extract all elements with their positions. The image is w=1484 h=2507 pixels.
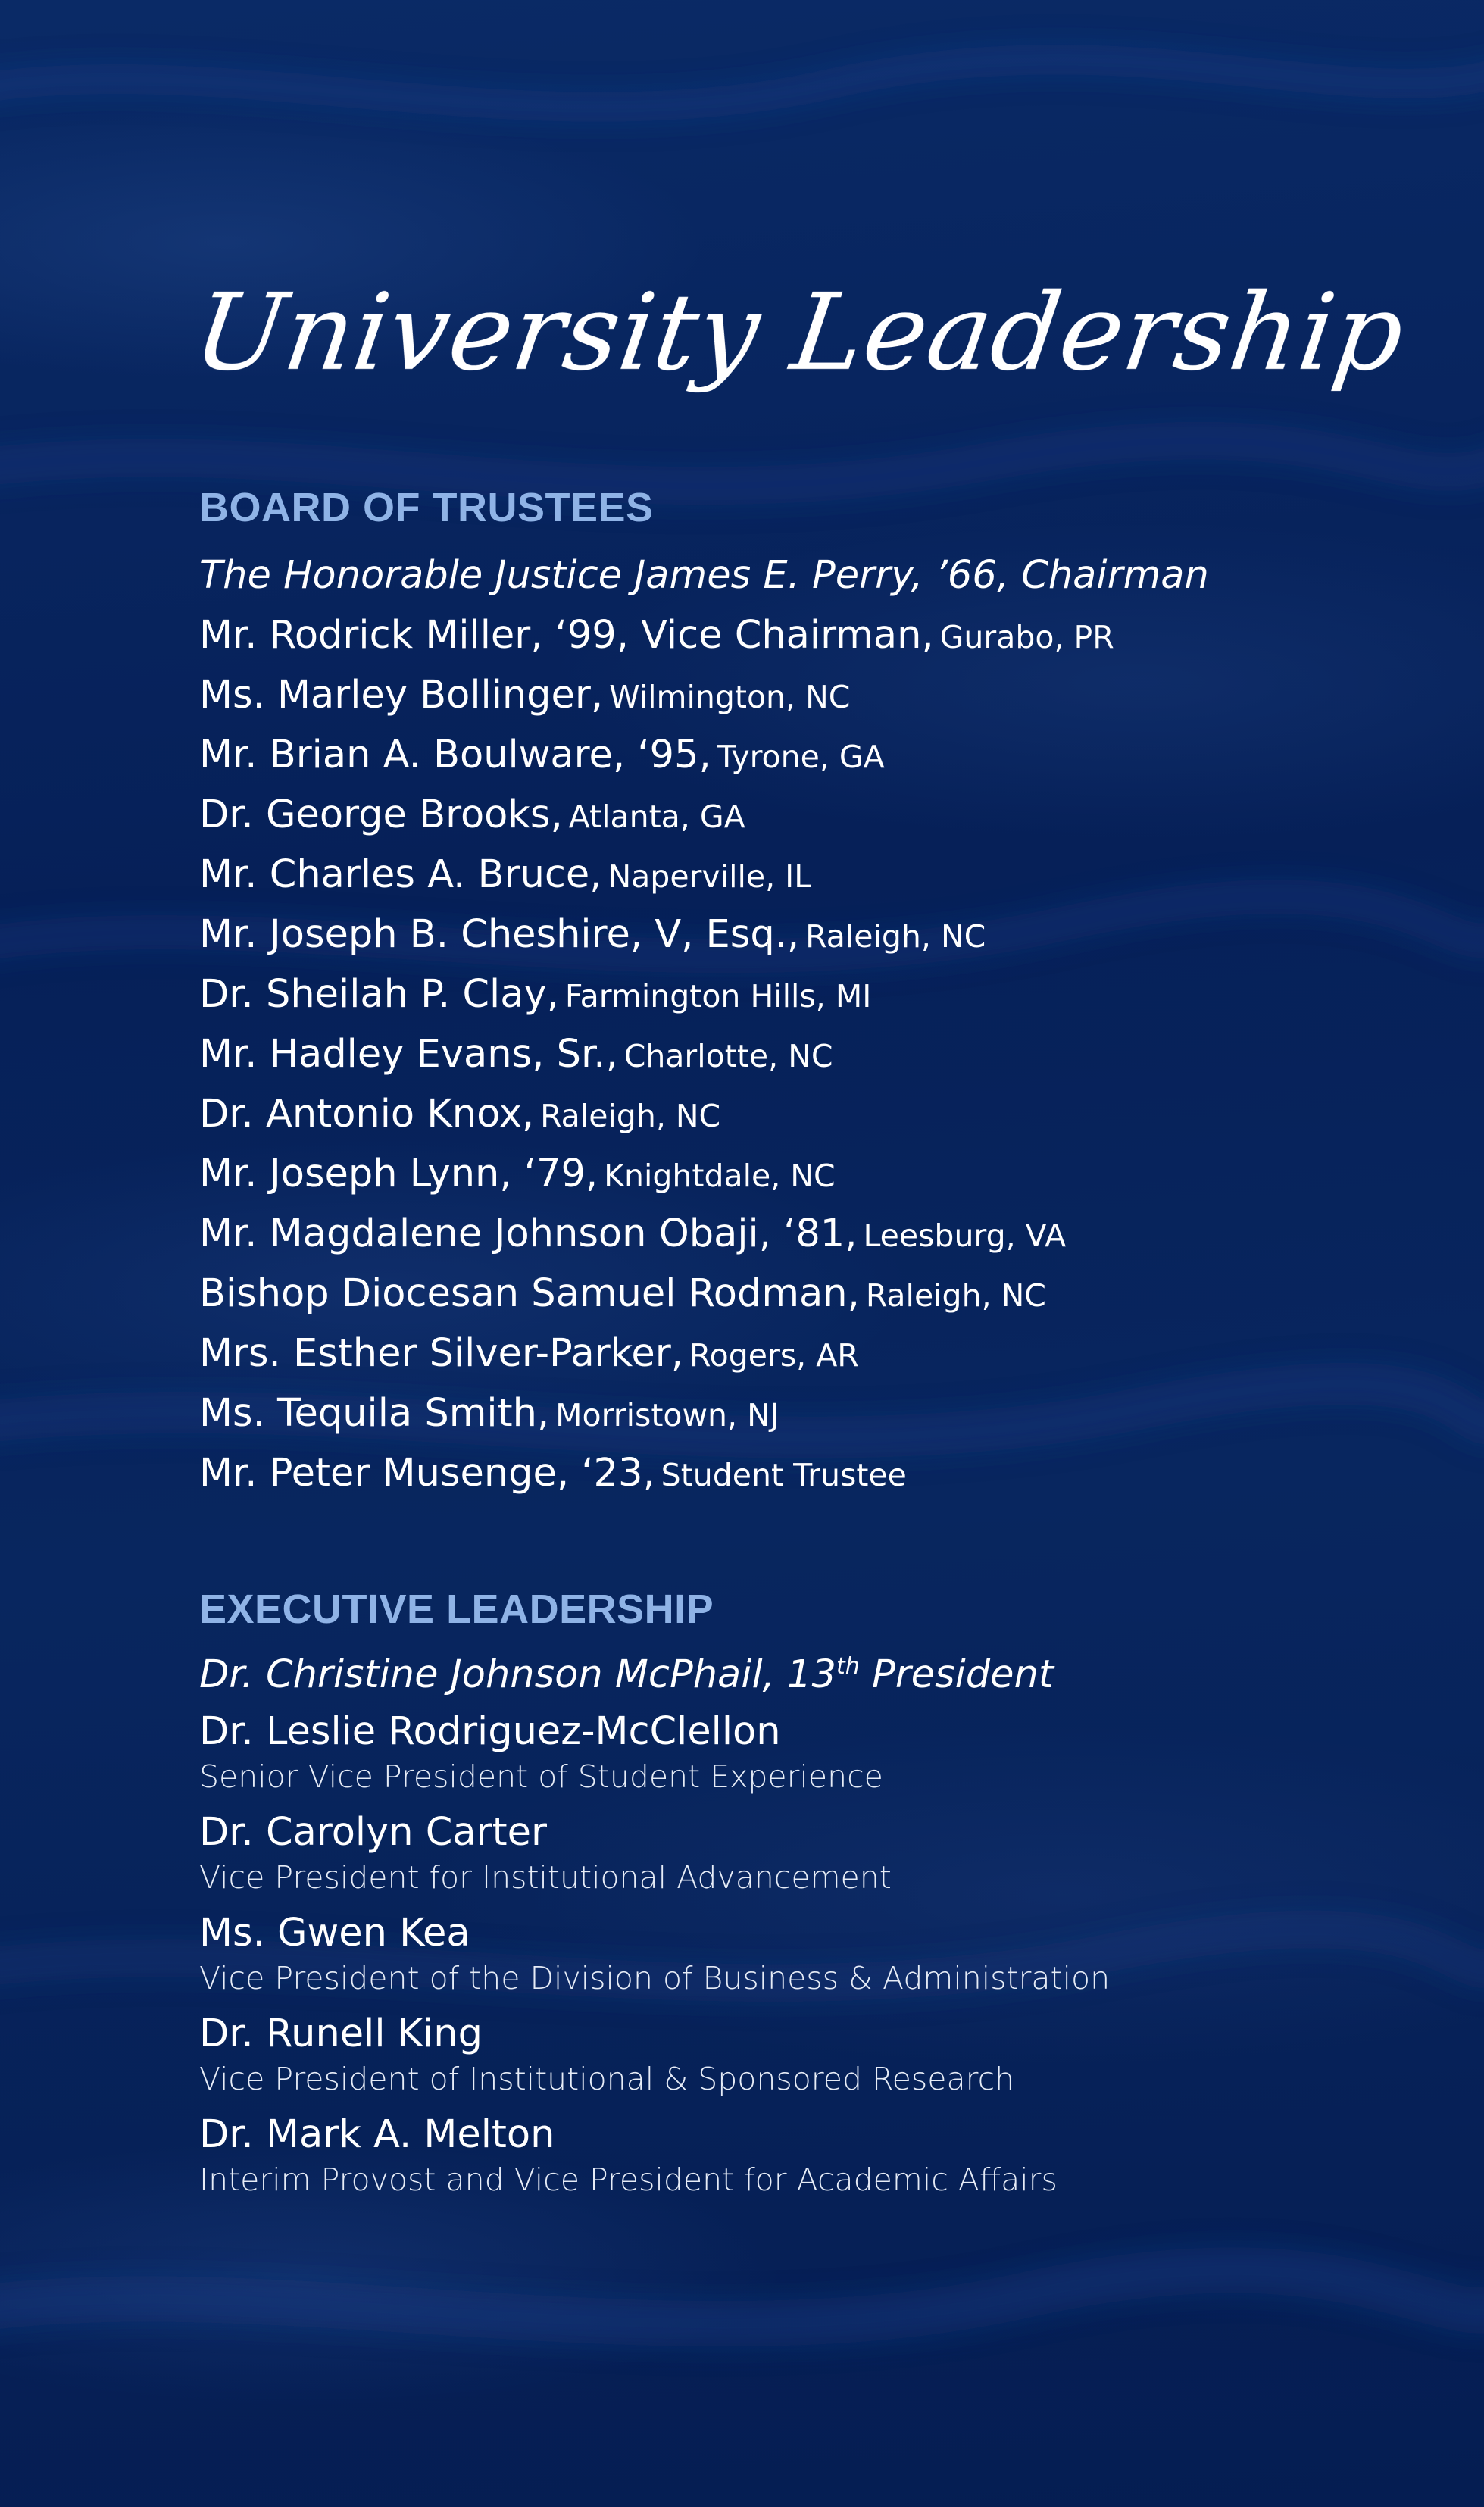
trustee-name: Mr. Joseph Lynn, ‘79,: [199, 1152, 598, 1196]
trustee-location: Raleigh, NC: [865, 1277, 1046, 1314]
trustee-item: [199, 605, 1209, 665]
trustee-name: Mr. Charles A. Bruce,: [199, 852, 602, 897]
president-ordinal: [787, 1652, 860, 1697]
trustee-item: [199, 1324, 1209, 1383]
trustee-location: Tyrone, GA: [717, 739, 885, 775]
executive-name: Dr. Leslie Rodriguez-McClellon: [199, 1709, 781, 1754]
trustee-location: Farmington Hills, MI: [564, 978, 872, 1014]
executive-item: [199, 2008, 1110, 2108]
executive-name: Ms. Gwen Kea: [199, 1911, 470, 1955]
president-name: Dr. Christine Johnson McPhail,: [199, 1652, 775, 1697]
trustee-location: Rogers, AR: [689, 1337, 859, 1374]
trustee-name: Dr. George Brooks,: [199, 792, 563, 837]
executive-item: [199, 1806, 1110, 1907]
executive-name: Dr. Runell King: [199, 2012, 483, 2056]
trustee-item: [199, 845, 1209, 905]
chairman-name: The Honorable Justice James E. Perry, ’66, Chairman: [199, 553, 1209, 598]
trustee-location: Student Trustee: [661, 1457, 907, 1493]
president-title: President: [871, 1652, 1054, 1697]
trustee-location: Naperville, IL: [608, 858, 812, 895]
page-title: University Leadership: [186, 271, 1412, 395]
trustee-item: [199, 1264, 1209, 1324]
trustee-item: [199, 1024, 1209, 1084]
executive-role: Vice President of Institutional & Sponsored Research: [199, 2061, 1015, 2097]
executive-list: [199, 1644, 1110, 2209]
trustee-item: [199, 1084, 1209, 1144]
trustee-name: Mrs. Esther Silver-Parker,: [199, 1331, 683, 1376]
trustee-name: Dr. Antonio Knox,: [199, 1092, 535, 1136]
trustee-item: [199, 1204, 1209, 1264]
trustee-name: Dr. Sheilah P. Clay,: [199, 972, 559, 1017]
trustee-name: Mr. Hadley Evans, Sr.,: [199, 1032, 618, 1077]
executive-name: Dr. Carolyn Carter: [199, 1810, 547, 1855]
trustee-item: [199, 1144, 1209, 1204]
president-line: [199, 1644, 1110, 1705]
trustee-name: Ms. Marley Bollinger,: [199, 673, 604, 717]
trustee-location: Charlotte, NC: [623, 1038, 833, 1074]
chairman-line: [199, 545, 1209, 605]
executive-name: Dr. Mark A. Melton: [199, 2112, 555, 2157]
trustee-name: Mr. Peter Musenge, ‘23,: [199, 1451, 655, 1496]
executive-leadership-heading: EXECUTIVE LEADERSHIP: [199, 1586, 714, 1632]
trustee-item: [199, 1443, 1209, 1503]
trustee-item: [199, 725, 1209, 785]
trustee-item: [199, 905, 1209, 964]
trustee-location: Raleigh, NC: [540, 1098, 721, 1134]
executive-item: [199, 1705, 1110, 1806]
trustee-item: [199, 1383, 1209, 1443]
trustee-item: [199, 964, 1209, 1024]
trustee-name: Ms. Tequila Smith,: [199, 1391, 550, 1436]
executive-item: [199, 2108, 1110, 2209]
trustee-name: Mr. Brian A. Boulware, ‘95,: [199, 733, 711, 777]
trustee-item: [199, 665, 1209, 725]
executive-role: Vice President for Institutional Advancement: [199, 1859, 892, 1896]
executive-role: Vice President of the Division of Business & Administration: [199, 1960, 1111, 1996]
trustee-name: Bishop Diocesan Samuel Rodman,: [199, 1271, 860, 1316]
trustee-name: Mr. Rodrick Miller, ‘99, Vice Chairman,: [199, 613, 934, 658]
executive-item: [199, 1907, 1110, 2008]
trustee-name: Mr. Joseph B. Cheshire, V, Esq.,: [199, 912, 800, 957]
trustee-location: Knightdale, NC: [604, 1158, 836, 1194]
president-ordinal-number: 13: [787, 1652, 836, 1697]
trustee-location: Wilmington, NC: [609, 679, 851, 715]
trustee-item: [199, 785, 1209, 845]
trustee-location: Raleigh, NC: [805, 918, 986, 955]
trustee-location: Atlanta, GA: [568, 799, 745, 835]
trustee-name: Mr. Magdalene Johnson Obaji, ‘81,: [199, 1211, 858, 1256]
trustee-location: Morristown, NJ: [555, 1397, 779, 1433]
trustee-location: Gurabo, PR: [939, 619, 1114, 655]
president-ordinal-suffix: th: [836, 1653, 860, 1680]
executive-role: Senior Vice President of Student Experience: [199, 1758, 883, 1795]
trustee-location: Leesburg, VA: [863, 1218, 1067, 1254]
trustee-list: [199, 545, 1209, 1503]
executive-role: Interim Provost and Vice President for Academic Affairs: [199, 2162, 1058, 2198]
board-of-trustees-heading: BOARD OF TRUSTEES: [199, 485, 654, 530]
